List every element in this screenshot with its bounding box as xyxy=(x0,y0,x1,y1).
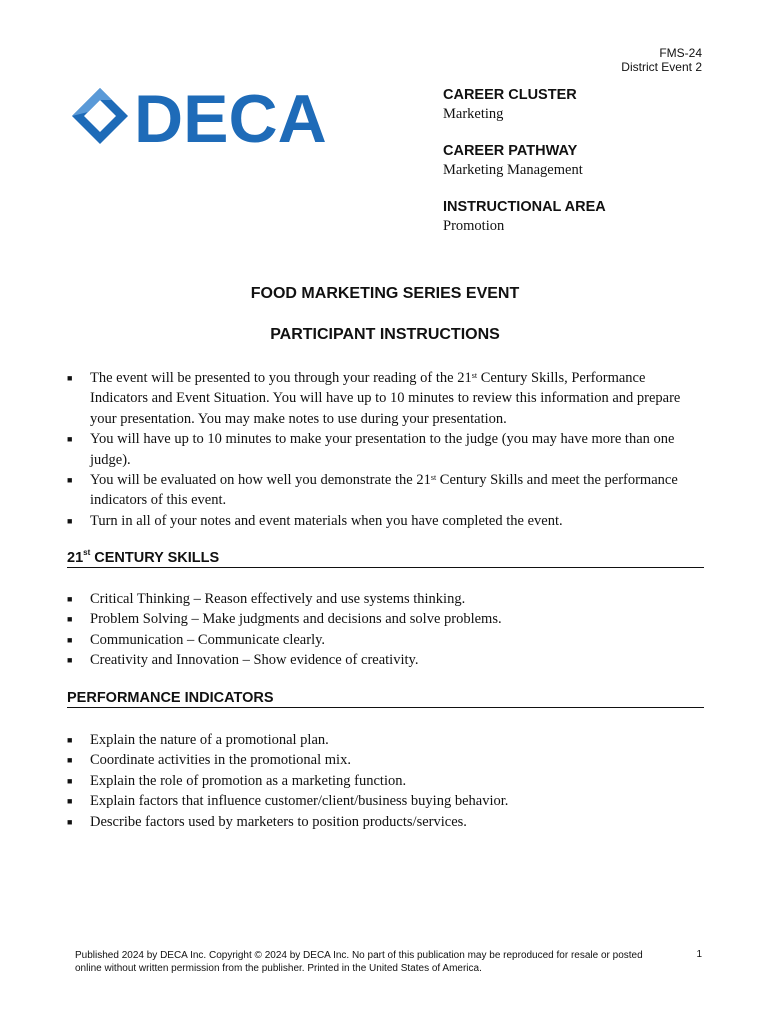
list-item: ■ Coordinate activities in the promotional mix. xyxy=(67,752,351,769)
event-level: District Event 2 xyxy=(621,60,702,74)
list-item: ■ Turn in all of your notes and event materials when you have completed the event. xyxy=(67,512,563,529)
list-item: ■ Creativity and Innovation – Show evidence of creativity. xyxy=(67,652,419,669)
list-item: ■ Explain the role of promotion as a marketing function. xyxy=(67,772,407,789)
logo-wordmark: DECA xyxy=(134,86,327,150)
list-item: ■ Describe factors used by marketers to position products/services. xyxy=(67,813,467,830)
list-item: ■ Problem Solving – Make judgments and decisions and solve problems. xyxy=(67,611,502,628)
diamond-icon xyxy=(72,88,128,144)
instructional-area-value: Promotion xyxy=(443,218,505,234)
instructional-area-label: INSTRUCTIONAL AREA xyxy=(443,199,606,215)
event-code: FMS-24 xyxy=(659,46,702,60)
event-metadata xyxy=(443,86,723,254)
list-item: ■ Explain the nature of a promotional plan. xyxy=(67,732,329,748)
career-pathway-value: Marketing Management xyxy=(443,162,583,178)
list-item: ■ Explain factors that influence customer/client/business buying behavior. xyxy=(67,793,509,810)
career-cluster-value: Marketing xyxy=(443,106,504,122)
performance-indicators-list xyxy=(67,730,702,832)
list-item: ■ Communication – Communicate clearly. xyxy=(67,631,326,648)
career-pathway-label: CAREER PATHWAY xyxy=(443,143,578,159)
century-skills-list xyxy=(67,589,702,671)
copyright-footer: Published 2024 by DECA Inc. Copyright © 2024 by DECA Inc. No part of this publication may be reproduced for resale or posted online without written permission from the publisher. Printed in the United States of America. xyxy=(75,950,643,974)
document-code-block xyxy=(621,46,702,74)
list-item: ■ Critical Thinking – Reason effectively and use systems thinking. xyxy=(67,591,466,607)
document-title: FOOD MARKETING SERIES EVENT xyxy=(250,285,520,302)
performance-indicators-heading: PERFORMANCE INDICATORS xyxy=(67,690,704,708)
list-item: ■ You will have up to 10 minutes to make your presentation to the judge (you may have more than one judge). xyxy=(67,431,675,468)
participant-instructions xyxy=(67,368,702,531)
list-item: ■ The event will be presented to you through your reading of the 21st Century Skills, Performance Indicators and Event Situation. You will have up to 10 minutes to review this information and prepare your presentation. You may make notes to use during your presentation. xyxy=(67,370,681,427)
deca-logo-graphic xyxy=(72,86,372,150)
century-skills-heading: 21st CENTURY SKILLS xyxy=(67,550,704,568)
career-cluster-label: CAREER CLUSTER xyxy=(443,87,577,103)
document-subtitle: PARTICIPANT INSTRUCTIONS xyxy=(270,326,500,343)
page-number: 1 xyxy=(696,949,702,960)
deca-logo xyxy=(72,86,372,150)
list-item: ■ You will be evaluated on how well you demonstrate the 21st Century Skills and meet the performance indicators of this event. xyxy=(67,472,678,509)
